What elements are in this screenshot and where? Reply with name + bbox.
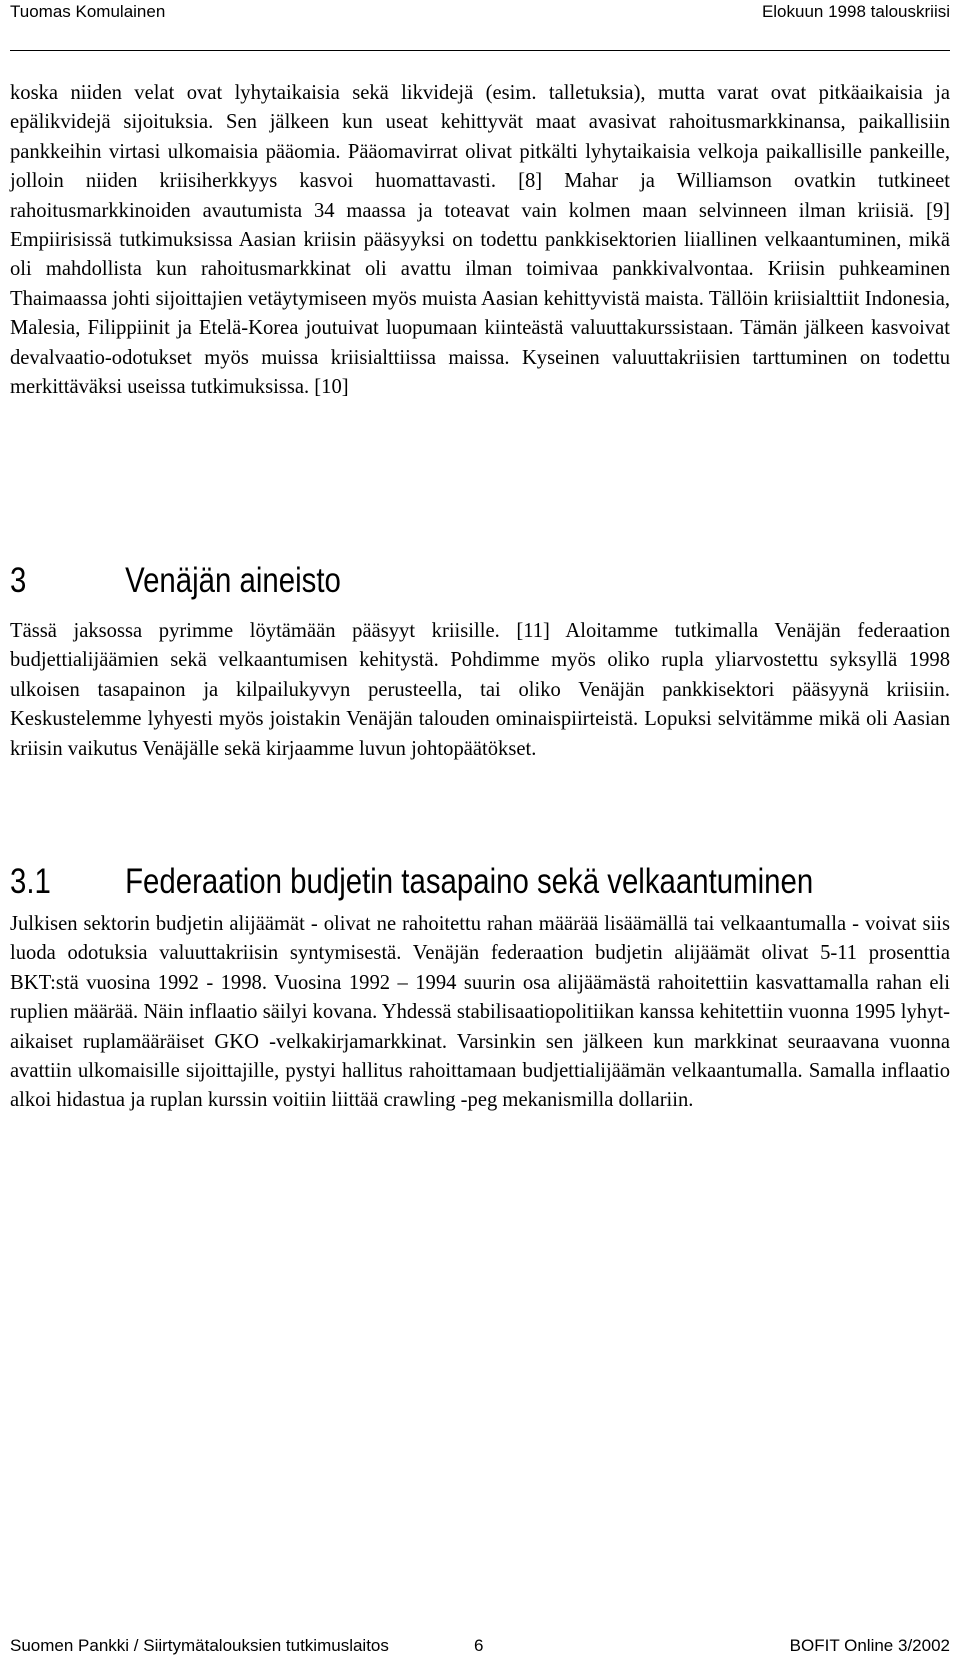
body-paragraph-2: Tässä jaksossa pyrimme löytämään pääsyyt kriisille. [11] Aloitamme tutkimalla Venäjän federaation budjettialijäämien sekä velkaantumisen kehitystä. Pohdimme myös oliko rupla yliarvostettu syksyllä 1998 ulkoisen tasapainon ja kilpailukyvyn perusteella, tai oliko Venäjän pankkisektori pääsyynä kriisiin. Keskustelemme lyhyesti myös joistakin Venäjän talouden ominaispiirteistä. Lopuksi selvitämme mikä oli Aasian kriisin vaikutus Venäjälle sekä kirjaamme luvun johtopäätökset.: [10, 620, 950, 760]
page-header: [10, 0, 950, 26]
footer-publisher: Suomen Pankki / Siirtymätalouksien tutkimuslaitos: [10, 1636, 389, 1655]
header-title: Elokuun 1998 talouskriisi: [761, 2, 950, 21]
section-title: Venäjän aineisto: [125, 561, 341, 600]
header-author: Tuomas Komulainen: [10, 2, 166, 21]
footer-page-number: 6: [474, 1636, 484, 1655]
header-divider: [10, 50, 950, 51]
footer-series: BOFIT Online 3/2002: [789, 1636, 950, 1655]
subsection-title: Federaation budjetin tasapaino sekä velkaantuminen: [125, 862, 814, 901]
body-paragraph-1: koska niiden velat ovat lyhytaikaisia sekä likvidejä (esim. talletuksia), mutta varat ovat pitkäaikaisia ja epälikvidejä sijoituksia. Sen jälkeen kun useat kehittyvät maat avasivat rahoitusmarkkinansa, paikallisiin pankkeihin virtasi ulkomaisia pääomia. Pääomavirrat olivat pitkälti lyhytaikaisia velkoja paikallisille pankeille, jolloin niiden kriisiherkkyys kasvoi huomattavasti. [8] Mahar ja Williamson ovatkin tutkineet rahoitusmarkkinoiden avautumista 34 maassa ja toteavat vain kolmen maan selvinneen ilman kriisiä. [9] Empiirisissä tutkimuksissa Aasian kriisin pääsyyksi on todettu pankkisektorien liiallinen velkaantuminen, mikä oli mahdollista kun rahoitusmarkkinat oli avattu ilman toimivaa pankkivalvontaa. Kriisin puhkeaminen Thaimaassa johti sijoittajien vetäytymiseen myös muista Aasian kehittyvistä maista. Tällöin kriisialttiit Indonesia, Malesia, Filippiinit ja Etelä-Korea joutuivat luopumaan kiinteästä valuuttakurssistaan. Tämän jälkeen kasvoivat devalvaatio-odotukset myös muissa kriisialttiissa maissa. Kyseinen valuuttakriisien tarttuminen on todettu merkittäväksi useissa tutkimuksissa. [10]: [10, 82, 950, 399]
section-heading-3-1: [10, 862, 813, 902]
section-heading-3: [10, 561, 341, 601]
body-paragraph-3: Julkisen sektorin budjetin alijäämät - olivat ne rahoitettu rahan määrää lisäämällä tai velkaantumalla - voivat siis luoda odotuksia valuuttakriisin syntymisestä. Venäjän federaation budjetin alijäämät olivat 5-11 prosenttia BKT:stä vuosina 1992 - 1998. Vuosina 1992 – 1994 suurin osa alijäämästä rahoitettiin kasvattamalla rahan eli ruplien määrää. Näin inflaatio säilyi kovana. Yhdessä stabilisaatiopolitiikan kanssa kehitettiin vuonna 1995 lyhytaikaiset ruplamääräiset GKO -velkakirjamarkkinat. Varsinkin sen jälkeen kun markkinat seuraavana vuonna avattiin ulkomaisille sijoittajille, pystyi hallitus rahoittamaan budjettialijäämän velkaantumalla. Samalla inflaatio alkoi hidastua ja ruplan kurssin voitiin liittää crawling -peg mekanismilla dollariin.: [10, 913, 950, 1112]
section-number: 3: [10, 561, 27, 600]
subsection-number: 3.1: [10, 862, 51, 901]
